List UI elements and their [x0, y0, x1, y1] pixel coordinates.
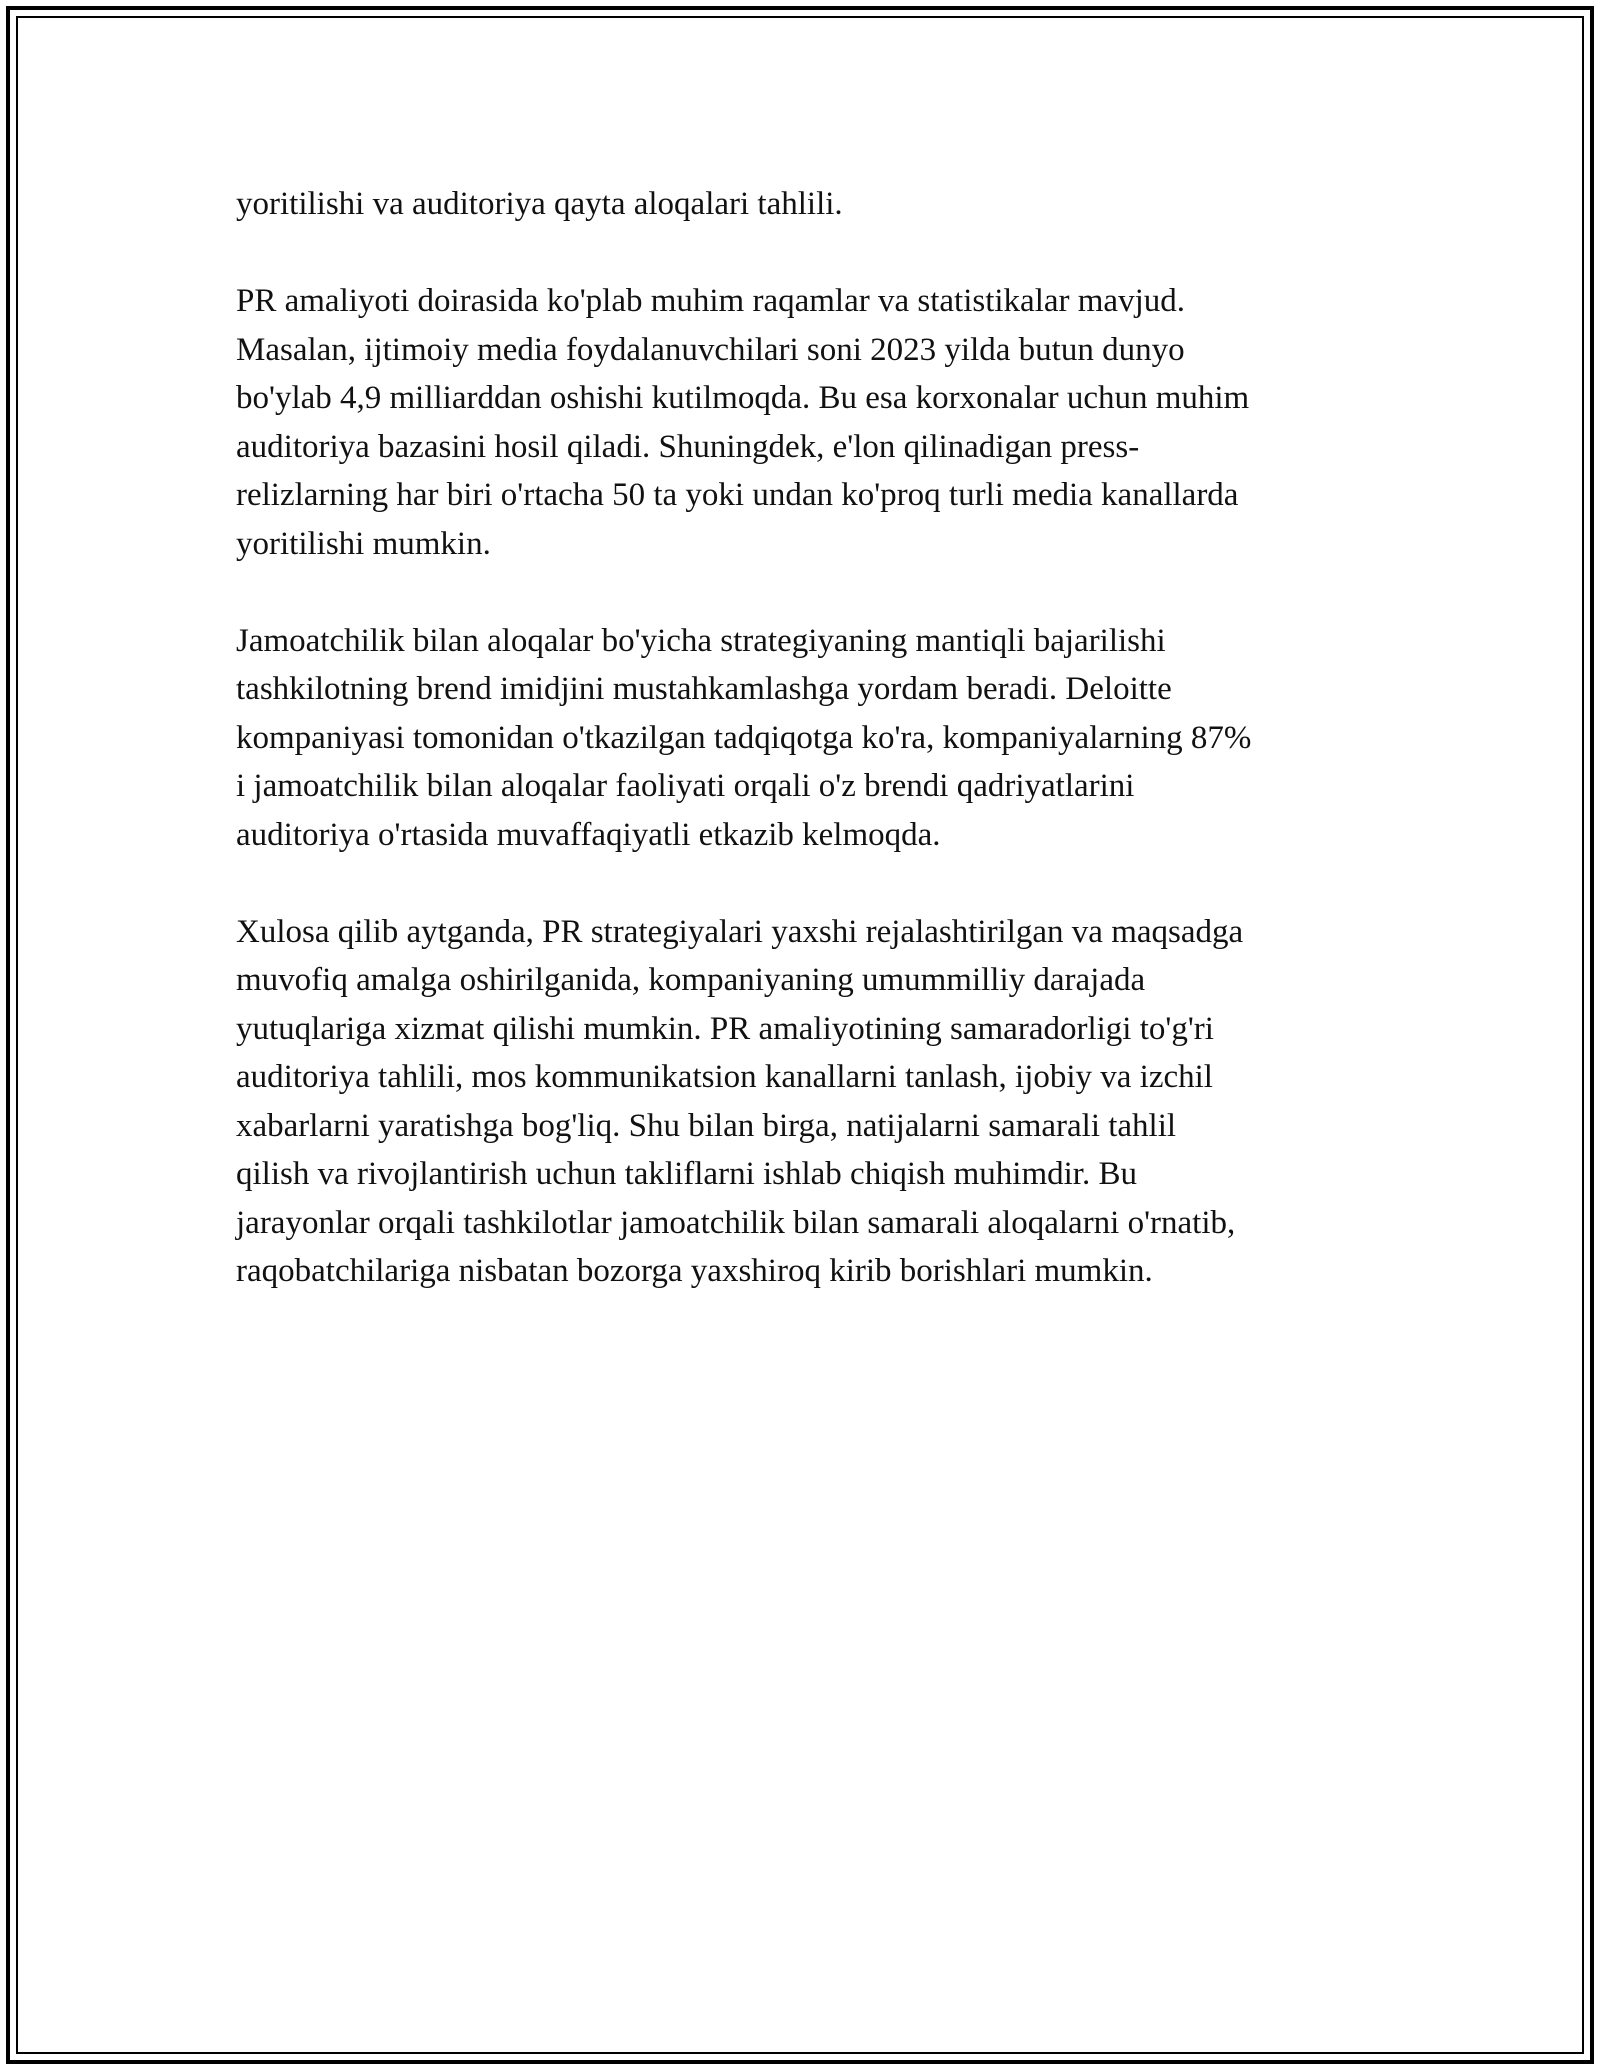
text-line: auditoriya o'rtasida muvaffaqiyatli etkazib kelmoqda.	[236, 816, 941, 853]
text-line: muvofiq amalga oshirilganida, kompaniyaning umummilliy darajada	[236, 962, 1146, 998]
paragraph-2	[236, 277, 1376, 568]
text-line: raqobatchilariga nisbatan bozorga yaxshiroq kirib borishlari mumkin.	[236, 1253, 1153, 1289]
text-line: Masalan, ijtimoiy media foydalanuvchilari soni 2023 yilda butun dunyo	[236, 331, 1185, 368]
text-line: qilish va rivojlantirish uchun takliflarni ishlab chiqish muhimdir. Bu	[236, 1156, 1137, 1192]
text-line: kompaniyasi tomonidan o'tkazilgan tadqiqotga ko'ra, kompaniyalarning 87%	[236, 719, 1252, 756]
text-line: relizlarning har biri o'rtacha 50 ta yoki undan ko'proq turli media kanallarda	[236, 477, 1239, 513]
text-line: xabarlarni yaratishga bog'liq. Shu bilan birga, natijalarni samarali tahlil	[236, 1107, 1177, 1144]
text-line: auditoriya tahlili, mos kommunikatsion kanallarni tanlash, ijobiy va izchil	[236, 1059, 1213, 1095]
paragraph-4	[236, 908, 1376, 1296]
text-line: tashkilotning brend imidjini mustahkamlashga yordam beradi. Deloitte	[236, 671, 1172, 707]
text-line: PR amaliyoti doirasida ko'plab muhim raqamlar va statistikalar mavjud.	[236, 283, 1185, 319]
text-line: Xulosa qilib aytganda, PR strategiyalari yaxshi rejalashtirilgan va maqsadga	[236, 913, 1244, 950]
text-line: bo'ylab 4,9 milliarddan oshishi kutilmoqda. Bu esa korxonalar uchun muhim	[236, 380, 1250, 416]
text-line: jarayonlar orqali tashkilotlar jamoatchilik bilan samarali aloqalarni o'rnatib,	[236, 1204, 1236, 1241]
text-line: Jamoatchilik bilan aloqalar bo'yicha strategiyaning mantiqli bajarilishi	[236, 622, 1166, 659]
text-line: yoritilishi mumkin.	[236, 525, 491, 562]
text-line: yoritilishi va auditoriya qayta aloqalari tahlili.	[236, 186, 843, 222]
document-body	[236, 180, 1376, 1344]
text-line: i jamoatchilik bilan aloqalar faoliyati orqali o'z brendi qadriyatlarini	[236, 768, 1135, 804]
paragraph-1	[236, 180, 1376, 229]
text-line: yutuqlariga xizmat qilishi mumkin. PR amaliyotining samaradorligi to'g'ri	[236, 1010, 1214, 1047]
text-line: auditoriya bazasini hosil qiladi. Shuningdek, e'lon qilinadigan press-	[236, 428, 1140, 465]
paragraph-3	[236, 617, 1376, 860]
